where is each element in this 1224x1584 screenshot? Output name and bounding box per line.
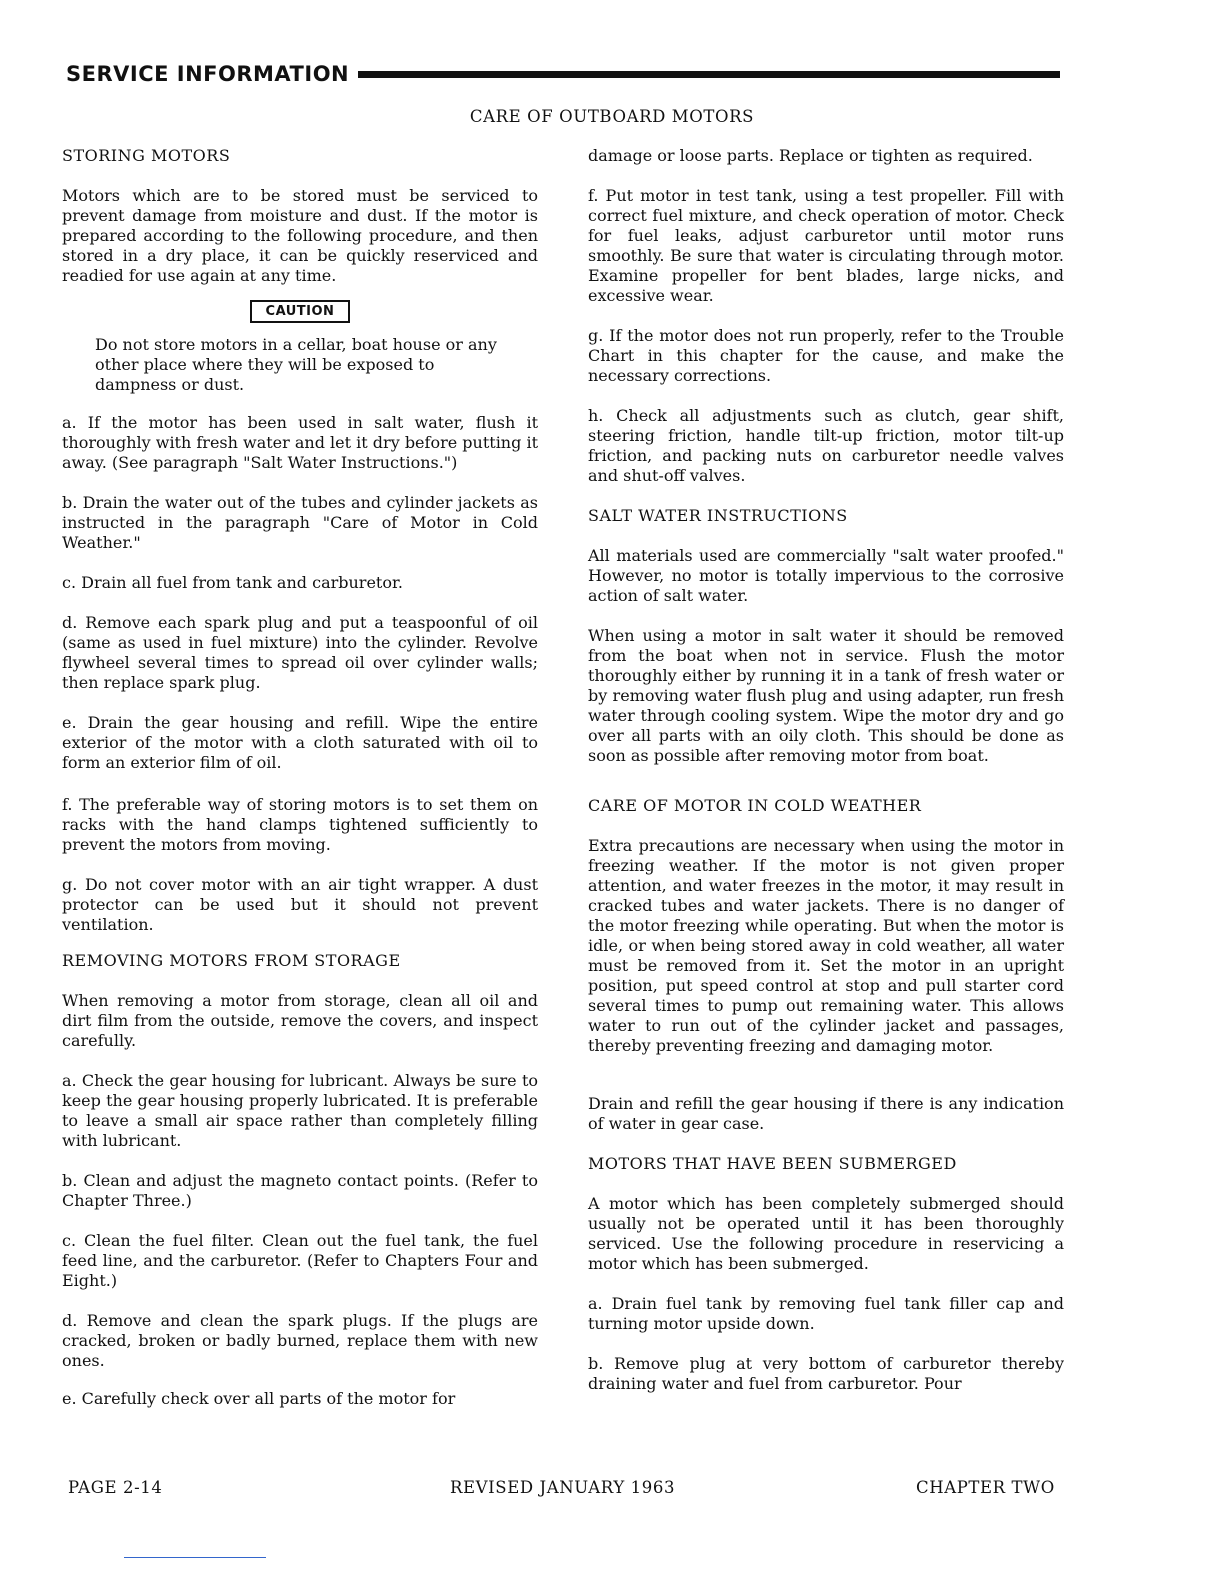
removing-step: f. Put motor in test tank, using a test propeller. Fill with correct fuel mixture, and check operation of motor. Check for fuel leaks, adjust carburetor until motor runs smoothly. Be sure that water is circulating through motor. Examine propeller for bent blades, large nicks, and excessive wear. <box>588 186 1064 305</box>
caution-label: CAUTION <box>250 300 351 323</box>
removing-step: b. Clean and adjust the magneto contact points. (Refer to Chapter Three.) <box>62 1171 538 1210</box>
removing-step: e. Carefully check over all parts of the motor for <box>62 1389 456 1408</box>
storing-step: g. Do not cover motor with an air tight wrapper. A dust protector can be used but it should not prevent ventilation. <box>62 875 538 934</box>
caution-text: Do not store motors in a cellar, boat house or any other place where they will be exposed to dampness or dust. <box>95 335 497 394</box>
storing-intro: Motors which are to be stored must be serviced to prevent damage from moisture and dust. If the motor is prepared according to the following procedure, and then stored in a dry place, it can be quickly reserviced and readied for use again at any time. <box>62 186 538 285</box>
page-header <box>66 62 1060 92</box>
revision-date: REVISED JANUARY 1963 <box>450 1478 676 1497</box>
storing-step: a. If the motor has been used in salt water, flush it thoroughly with fresh water and let it dry before putting it away. (See paragraph "Salt Water Instructions.") <box>62 413 538 472</box>
header-rule <box>358 71 1060 78</box>
heading-cold-weather: CARE OF MOTOR IN COLD WEATHER <box>588 796 922 815</box>
storing-step: f. The preferable way of storing motors is to set them on racks with the hand clamps tightened sufficiently to prevent the motors from moving. <box>62 795 538 854</box>
cold-weather-paragraph: Drain and refill the gear housing if there is any indication of water in gear case. <box>588 1094 1064 1133</box>
header-title: SERVICE INFORMATION <box>66 62 350 86</box>
heading-submerged: MOTORS THAT HAVE BEEN SUBMERGED <box>588 1154 957 1173</box>
removing-intro: When removing a motor from storage, clean all oil and dirt film from the outside, remove the covers, and inspect carefully. <box>62 991 538 1050</box>
cold-weather-paragraph: Extra precautions are necessary when using the motor in freezing weather. If the motor is not given proper attention, and water freezes in the motor, it may result in cracked tubes and water jackets. There is no danger of the motor freezing while operating. But when the motor is idle, or when being stored away in cold weather, all water must be removed from it. Set the motor in an upright position, put speed control at stop and pull starter cord several times to pump out remaining water. This allows water to run out of the cylinder jacket and passages, thereby preventing freezing and damaging motor. <box>588 836 1064 1055</box>
chapter-label: CHAPTER TWO <box>916 1478 1055 1497</box>
continued-text: damage or loose parts. Replace or tighten as required. <box>588 146 1033 165</box>
storing-step: b. Drain the water out of the tubes and cylinder jackets as instructed in the paragraph "Care of Motor in Cold Weather." <box>62 493 538 552</box>
storing-step: d. Remove each spark plug and put a teaspoonful of oil (same as used in fuel mixture) into the cylinder. Revolve flywheel several times to spread oil over cylinder walls; then replace spark plug. <box>62 613 538 692</box>
bottom-rule <box>124 1557 266 1558</box>
storing-step: c. Drain all fuel from tank and carburetor. <box>62 573 403 592</box>
removing-step: d. Remove and clean the spark plugs. If the plugs are cracked, broken or badly burned, replace them with new ones. <box>62 1311 538 1370</box>
caution-box-wrap <box>62 300 538 323</box>
removing-step: g. If the motor does not run properly, refer to the Trouble Chart in this chapter for the cause, and make the necessary corrections. <box>588 326 1064 385</box>
removing-step: a. Check the gear housing for lubricant. Always be sure to keep the gear housing properly lubricated. It is preferable to leave a small air space rather than completely filling with lubricant. <box>62 1071 538 1150</box>
salt-water-paragraph: When using a motor in salt water it should be removed from the boat when not in service. Flush the motor thoroughly either by running it in a tank of fresh water or by removing water flush plug and using adapter, run fresh water through cooling system. Wipe the motor dry and go over all parts with an oily cloth. This should be done as soon as possible after removing motor from boat. <box>588 626 1064 765</box>
page-number: PAGE 2-14 <box>68 1478 163 1497</box>
document-title: CARE OF OUTBOARD MOTORS <box>469 107 755 126</box>
removing-step: h. Check all adjustments such as clutch, gear shift, steering friction, handle tilt-up friction, motor tilt-up friction, and packing nuts on carburetor needle valves and shut-off valves. <box>588 406 1064 485</box>
submerged-step: b. Remove plug at very bottom of carburetor thereby draining water and fuel from carburetor. Pour <box>588 1354 1064 1393</box>
salt-water-paragraph: All materials used are commercially "salt water proofed." However, no motor is totally impervious to the corrosive action of salt water. <box>588 546 1064 605</box>
heading-storing-motors: STORING MOTORS <box>62 146 231 165</box>
right-column <box>588 146 1064 1394</box>
caution-note <box>62 335 538 395</box>
storing-step: e. Drain the gear housing and refill. Wipe the entire exterior of the motor with a cloth saturated with oil to form an exterior film of oil. <box>62 713 538 772</box>
submerged-step: a. Drain fuel tank by removing fuel tank filler cap and turning motor upside down. <box>588 1294 1064 1333</box>
submerged-intro: A motor which has been completely submerged should usually not be operated until it has been thoroughly serviced. Use the following procedure in reservicing a motor which has been submerged. <box>588 1194 1064 1273</box>
removing-step: c. Clean the fuel filter. Clean out the fuel tank, the fuel feed line, and the carburetor. (Refer to Chapters Four and Eight.) <box>62 1231 538 1290</box>
left-column <box>62 146 538 1409</box>
heading-salt-water: SALT WATER INSTRUCTIONS <box>588 506 848 525</box>
heading-removing-motors: REMOVING MOTORS FROM STORAGE <box>62 951 401 970</box>
